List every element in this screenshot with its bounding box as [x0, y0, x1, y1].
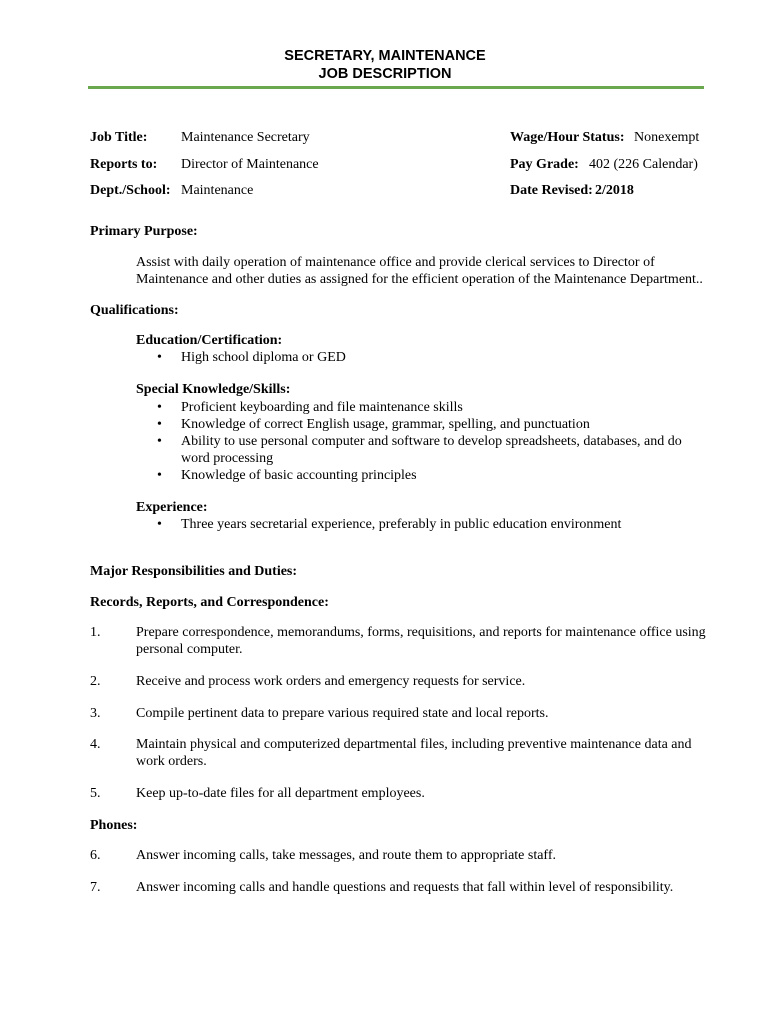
skills-item: Knowledge of basic accounting principles — [181, 468, 417, 483]
qualifications-heading: Qualifications: — [90, 303, 179, 318]
document-title-line2: JOB DESCRIPTION — [318, 66, 452, 82]
experience-item: Three years secretarial experience, preferably in public education environment — [181, 517, 622, 532]
pay-grade-label: Pay Grade: — [510, 157, 579, 172]
education-item: High school diploma or GED — [181, 350, 346, 365]
date-revised-value: 2/2018 — [595, 183, 634, 198]
skills-heading: Special Knowledge/Skills: — [136, 382, 291, 397]
job-title-label: Job Title: — [90, 130, 148, 145]
duty-number: 2. — [90, 674, 101, 689]
education-heading: Education/Certification: — [136, 333, 283, 348]
duty-text: Prepare correspondence, memorandums, forms, requisitions, and reports for maintenance office using — [136, 625, 706, 640]
primary-purpose-line2: Maintenance and other duties as assigned for the efficient operation of the Maintenance Department.. — [136, 272, 703, 287]
duty-number: 6. — [90, 848, 101, 863]
dept-value: Maintenance — [181, 183, 254, 198]
pay-grade-value: 402 (226 Calendar) — [589, 157, 698, 172]
duty-text: Answer incoming calls and handle questions and requests that fall within level of responsibility. — [136, 880, 674, 895]
wage-status-value: Nonexempt — [634, 130, 700, 145]
bullet-icon: • — [157, 350, 162, 365]
reports-to-value: Director of Maintenance — [181, 157, 319, 172]
duty-number: 3. — [90, 706, 101, 721]
duty-text-continuation: personal computer. — [136, 642, 243, 657]
skills-item-continuation: word processing — [181, 451, 274, 466]
duty-number: 7. — [90, 880, 101, 895]
duty-number: 4. — [90, 737, 101, 752]
dept-label: Dept./School: — [90, 183, 171, 198]
duty-text: Maintain physical and computerized departmental files, including preventive maintenance data and — [136, 737, 692, 752]
duty-text: Answer incoming calls, take messages, and route them to appropriate staff. — [136, 848, 557, 863]
bullet-icon: • — [157, 517, 162, 532]
duty-text: Compile pertinent data to prepare various required state and local reports. — [136, 706, 549, 721]
duty-text: Receive and process work orders and emergency requests for service. — [136, 674, 526, 689]
skills-item: Ability to use personal computer and software to develop spreadsheets, databases, and do — [181, 434, 682, 449]
bullet-icon: • — [157, 468, 162, 483]
skills-item: Proficient keyboarding and file maintenance skills — [181, 400, 463, 415]
duty-number: 5. — [90, 786, 101, 801]
bullet-icon: • — [157, 417, 162, 432]
wage-status-label: Wage/Hour Status: — [510, 130, 625, 145]
primary-purpose-heading: Primary Purpose: — [90, 224, 198, 239]
duty-text-continuation: work orders. — [136, 754, 207, 769]
duties-heading: Major Responsibilities and Duties: — [90, 564, 298, 579]
document-title-line1: SECRETARY, MAINTENANCE — [284, 48, 486, 64]
job-title-value: Maintenance Secretary — [181, 130, 310, 145]
bullet-icon: • — [157, 434, 162, 449]
date-revised-label: Date Revised: — [510, 183, 593, 198]
skills-item: Knowledge of correct English usage, grammar, spelling, and punctuation — [181, 417, 590, 432]
title-divider — [88, 86, 704, 89]
duty-number: 1. — [90, 625, 101, 640]
duty-text: Keep up-to-date files for all department employees. — [136, 786, 425, 801]
phones-heading: Phones: — [90, 818, 138, 833]
records-heading: Records, Reports, and Correspondence: — [90, 595, 329, 610]
primary-purpose-line1: Assist with daily operation of maintenance office and provide clerical services to Director of — [136, 255, 655, 270]
experience-heading: Experience: — [136, 500, 208, 515]
bullet-icon: • — [157, 400, 162, 415]
reports-to-label: Reports to: — [90, 157, 158, 172]
